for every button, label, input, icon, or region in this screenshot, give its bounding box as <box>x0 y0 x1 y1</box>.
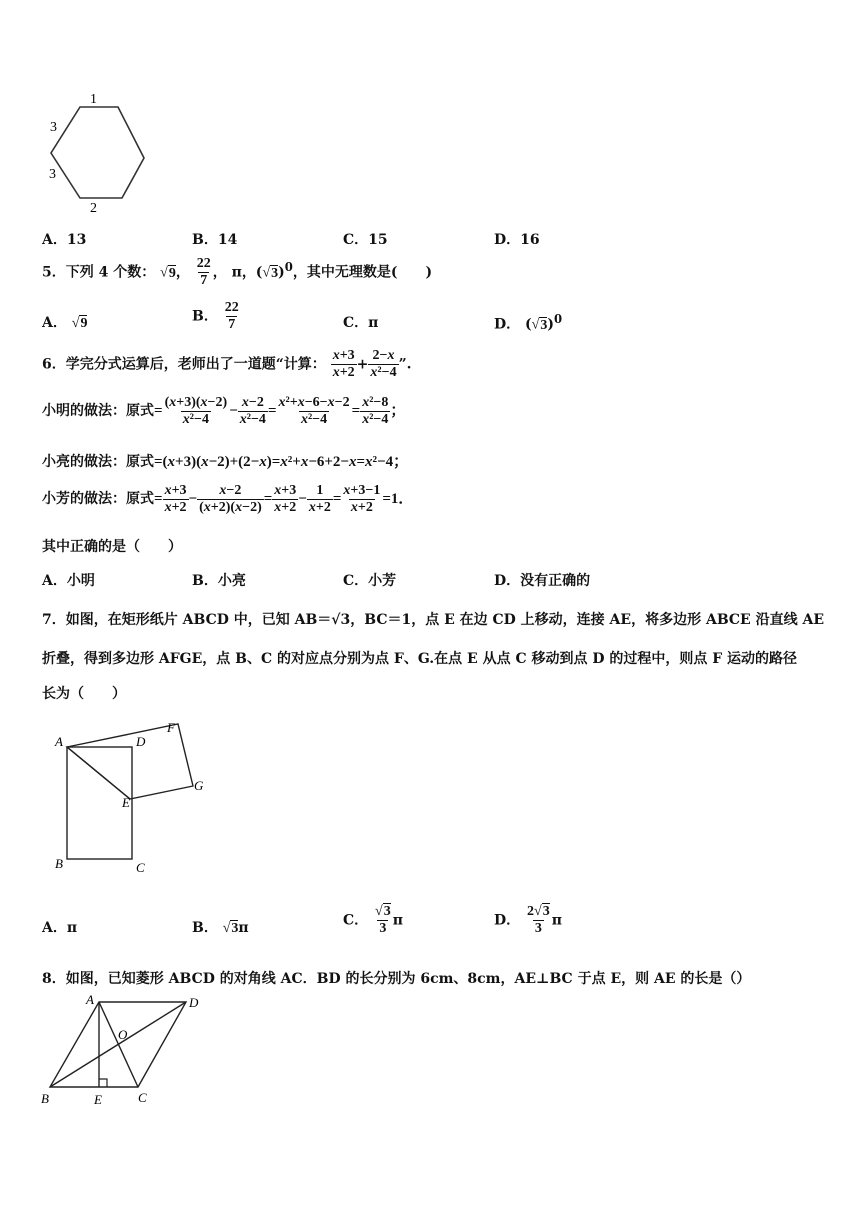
q5-option-c: C．π <box>343 315 379 331</box>
svg-text:E: E <box>122 795 130 810</box>
hexagon-label-upper-left: 3 <box>50 120 57 135</box>
svg-text:B: B <box>55 856 63 871</box>
svg-text:A: A <box>55 734 63 749</box>
svg-text:F: F <box>167 720 175 735</box>
q6-question: 其中正确的是（ ） <box>42 539 182 555</box>
q4-option-d: D．16 <box>494 232 540 248</box>
q6-xiaoming: 小明的做法：原式= $\frac{(x+3)(x-2)}{\text{x²−4}}$ − $\frac{x-2}{\text{x²−4}}$ = $\frac{\text{x²+x−6−x−2}}{\text{x²−4}}$ = $\frac{\text{x²−8}}{\text{x²−4}}$ ； <box>42 395 406 428</box>
q6-option-a: A．小明 <box>42 573 95 589</box>
svg-text:C: C <box>136 860 145 875</box>
q8-stem: 8．如图，已知菱形 ABCD 的对角线 AC．BD 的长分别为 6cm、8cm，AE⊥BC 于点 E，则 AE 的长是（） <box>42 971 751 987</box>
q4-option-a: A．13 <box>42 232 87 248</box>
q7-option-d: D． $\frac{2√3}{3}$ π <box>494 904 562 937</box>
q6-option-b: B．小亮 <box>192 573 246 589</box>
svg-text:A: A <box>86 992 94 1007</box>
svg-text:E: E <box>94 1092 102 1107</box>
q6-xiaoliang: 小亮的做法：原式=(x+3)(x−2)+(2−x)=x²+x−6+2−x=x²−4； <box>42 454 409 470</box>
q4-option-c: C．15 <box>343 232 388 248</box>
q5-option-d: D． $(√3)^0$ <box>494 312 563 333</box>
q7-line-2: 折叠，得到多边形 AFGE，点 B、C 的对应点分别为点 F、G.在点 E 从点 C 移动到点 D 的过程中，则点 F 运动的路径 <box>42 651 798 667</box>
q6-option-c: C．小芳 <box>343 573 397 589</box>
q6-xiaofang: 小芳的做法：原式= $\frac{x+3}{x+2}$ − $\frac{x-2}{(x+2)(x-2)}$ = $\frac{x+3}{x+2}$ − $\frac{1}{x+2}$ = $\frac{x+3-1}{x+2}$ =1． <box>42 483 414 516</box>
svg-text:O: O <box>118 1027 128 1042</box>
q5-option-b: B． $\frac{22}{7}$ <box>192 300 239 333</box>
q7-option-a: A．π <box>42 920 78 936</box>
q7-option-b: B． √3π <box>192 920 249 936</box>
svg-text:D: D <box>136 734 146 749</box>
hexagon-label-bottom: 2 <box>90 201 97 215</box>
q7-line-3: 长为（ ） <box>42 686 126 702</box>
hexagon-label-lower-left: 3 <box>49 167 56 182</box>
svg-text:C: C <box>138 1090 147 1105</box>
svg-text:B: B <box>41 1091 49 1106</box>
q5-option-a: A． √9 <box>42 315 88 331</box>
rhombus-figure <box>36 990 211 1110</box>
q4-option-b: B．14 <box>192 232 238 248</box>
q6-option-d: D．没有正确的 <box>494 573 591 589</box>
hexagon-label-top: 1 <box>90 92 97 107</box>
q7-line-1: 7．如图，在矩形纸片 ABCD 中，已知 AB＝√3，BC＝1，点 E 在边 CD 上移动，连接 AE，将多边形 ABCE 沿直线 AE <box>42 612 825 628</box>
q7-option-c: C． $\frac{√3}{3}$ π <box>343 904 403 937</box>
q6-stem: 6．学完分式运算后，老师出了一道题“计算： $\frac{x+3}{x+2}$ + $\frac{2-x}{\text{x²−4}}$ ”. <box>42 348 412 381</box>
q5-stem: 5．下列 4 个数： √9， $\frac{22}{7}$ ， π，$(√3)^0$，其中无理数是( ) <box>42 256 433 289</box>
hexagon-figure <box>40 85 155 215</box>
svg-text:D: D <box>189 995 199 1010</box>
rectangle-fold-figure <box>50 718 215 880</box>
svg-text:G: G <box>194 778 204 793</box>
